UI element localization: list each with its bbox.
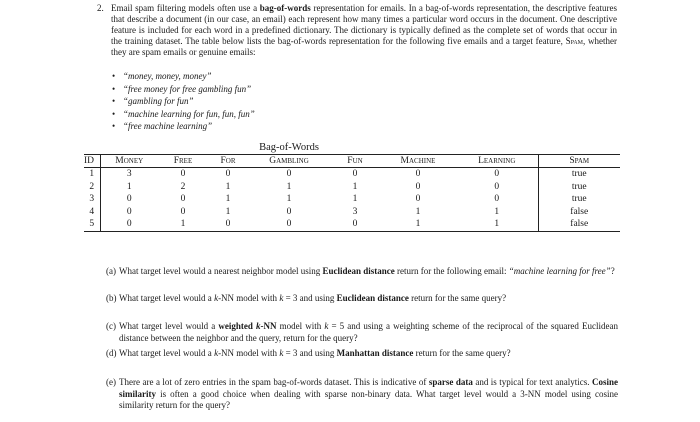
email-item: • “free machine learning”	[112, 120, 255, 133]
k-symbol: k	[214, 293, 219, 303]
intro-text-3: , whether they are spam emails or genuine emails:	[111, 36, 617, 57]
cell-fun: 0	[352, 169, 358, 180]
row-id: 1	[84, 168, 100, 181]
bold-term: -NN	[260, 321, 277, 331]
cell-fun: 3	[352, 206, 358, 217]
cell-free: 0	[180, 194, 186, 205]
cell-spam: true	[571, 194, 587, 205]
cell-fun: 1	[352, 181, 358, 192]
subquestion-tag: (c)	[106, 321, 116, 331]
subquestion-tag: (b)	[106, 293, 117, 303]
row-id: 5	[84, 218, 100, 231]
cell-money: 0	[126, 206, 132, 217]
col-header-machine: Machine	[380, 154, 456, 168]
group-header: Bag-of-Words	[259, 141, 319, 153]
row-id: 3	[84, 193, 100, 206]
cell-gambling: 1	[286, 194, 292, 205]
text: = 3 and using	[283, 348, 337, 358]
cell-spam: true	[571, 181, 587, 192]
cell-learning: 0	[456, 193, 538, 206]
cell-machine: 0	[415, 181, 421, 192]
cell-gambling: 1	[286, 181, 292, 192]
col-header-money: Money	[100, 154, 158, 168]
bold-term: Euclidean distance	[322, 266, 395, 276]
table-row	[84, 218, 620, 231]
subquestion-c	[106, 321, 618, 344]
cell-for: 0	[225, 169, 231, 180]
question-number: 2.	[97, 3, 104, 13]
table-row	[84, 206, 620, 219]
cell-free: 2	[180, 181, 186, 192]
text: What target level would a	[119, 321, 219, 331]
k-symbol: k	[256, 321, 261, 331]
cell-money: 0	[100, 218, 158, 231]
cell-machine: 0	[415, 194, 421, 205]
header-row	[84, 154, 620, 168]
col-header-spam: Spam	[538, 154, 620, 168]
cell-free: 1	[158, 218, 208, 231]
cell-spam: false	[538, 218, 620, 231]
intro-term: bag-of-words	[259, 3, 311, 13]
cell-free: 0	[180, 169, 186, 180]
cell-money: 3	[126, 169, 132, 180]
k-symbol: k	[324, 321, 329, 331]
row-id: 4	[84, 206, 100, 219]
text: ?	[610, 266, 615, 276]
subquestion-d	[106, 348, 618, 360]
text: What target level would a nearest neighbor model using	[119, 266, 323, 276]
cell-spam: false	[570, 206, 589, 217]
text: model with	[276, 321, 325, 331]
bold-term: sparse data	[428, 377, 473, 387]
email-item: • “money, money, money”	[112, 70, 255, 83]
cell-learning: 1	[456, 206, 538, 219]
col-header-gambling: Gambling	[248, 154, 330, 168]
subquestion-e	[106, 377, 618, 412]
bold-term: weighted	[218, 321, 257, 331]
k-symbol: k	[279, 293, 284, 303]
cell-machine: 1	[415, 206, 421, 217]
cell-money: 1	[126, 181, 132, 192]
row-id: 2	[84, 181, 100, 194]
question-intro	[111, 3, 617, 58]
bold-term: Cosine similarity	[119, 377, 618, 399]
text: What target level would a	[119, 293, 215, 303]
k-symbol: k	[279, 348, 284, 358]
text: is often a good choice when dealing with sparse non-binary data. What target level would a 3-NN model using cosine similarity return for the query?	[119, 388, 618, 410]
bag-of-words-table	[84, 141, 620, 232]
intro-text-1: Email spam filtering models often use a	[111, 3, 260, 13]
query-email: “machine learning for free”	[508, 266, 611, 276]
cell-spam: true	[571, 169, 587, 180]
cell-for: 1	[225, 206, 231, 217]
text: -NN model with	[218, 348, 280, 358]
subquestion-tag: (e)	[106, 377, 116, 387]
table-row	[84, 193, 620, 206]
cell-gambling: 0	[286, 206, 292, 217]
col-header-learning: Learning	[456, 154, 538, 168]
text: What target level would a	[119, 348, 215, 358]
cell-gambling: 0	[248, 218, 330, 231]
text: There are a lot of zero entries in the spam bag-of-words dataset. This is indicative of	[119, 377, 429, 387]
cell-fun: 1	[352, 194, 358, 205]
text: = 3 and using	[283, 293, 337, 303]
text: return for the same query?	[413, 348, 511, 358]
col-header-free: Free	[158, 154, 208, 168]
intro-spam-feature: Spam	[565, 36, 584, 46]
email-item: • “gambling for fun”	[112, 95, 255, 108]
cell-free: 0	[180, 206, 186, 217]
cell-for: 1	[225, 181, 231, 192]
email-item: • “machine learning for fun, fun, fun”	[112, 108, 255, 121]
cell-machine: 0	[415, 169, 421, 180]
table-row	[84, 181, 620, 194]
text: and is typical for text analytics.	[472, 377, 592, 387]
k-symbol: k	[214, 348, 219, 358]
text: return for the following email:	[394, 266, 509, 276]
cell-gambling: 0	[286, 169, 292, 180]
cell-fun: 0	[330, 218, 380, 231]
col-header-fun: Fun	[330, 154, 380, 168]
cell-for: 1	[225, 194, 231, 205]
subquestion-tag: (a)	[106, 266, 116, 276]
cell-learning: 0	[456, 168, 538, 181]
col-header-id: ID	[84, 154, 100, 168]
intro-text-2: representation for emails. In a bag-of-words representation, the descriptive features that describe a document (in our case, an email) each represent how many times a particular word occurs in the document. One descriptive feature is included for each word in a predefined dictionary. The dictionary is typically defined as the complete set of words that occur in the training dataset. The table below lists the bag-of-words representation for the following five emails and a target feature,	[111, 3, 617, 46]
cell-learning: 0	[456, 181, 538, 194]
cell-learning: 1	[456, 218, 538, 231]
text: = 5 and using a weighting scheme of the reciprocal of the squared Euclidean distance between the neighbor and the query, return for the query?	[119, 321, 618, 343]
cell-money: 0	[126, 194, 132, 205]
subquestion-a	[106, 266, 618, 278]
text: -NN model with	[218, 293, 280, 303]
text: return for the same query?	[408, 293, 507, 303]
bold-term: Manhattan distance	[336, 348, 414, 358]
cell-machine: 1	[380, 218, 456, 231]
subquestion-tag: (d)	[106, 348, 117, 358]
col-header-for: For	[208, 154, 248, 168]
bold-term: Euclidean distance	[336, 293, 409, 303]
email-list	[112, 70, 255, 133]
subquestion-b	[106, 293, 618, 305]
table-row	[84, 168, 620, 181]
cell-for: 0	[208, 218, 248, 231]
email-item: • “free money for free gambling fun”	[112, 83, 255, 96]
